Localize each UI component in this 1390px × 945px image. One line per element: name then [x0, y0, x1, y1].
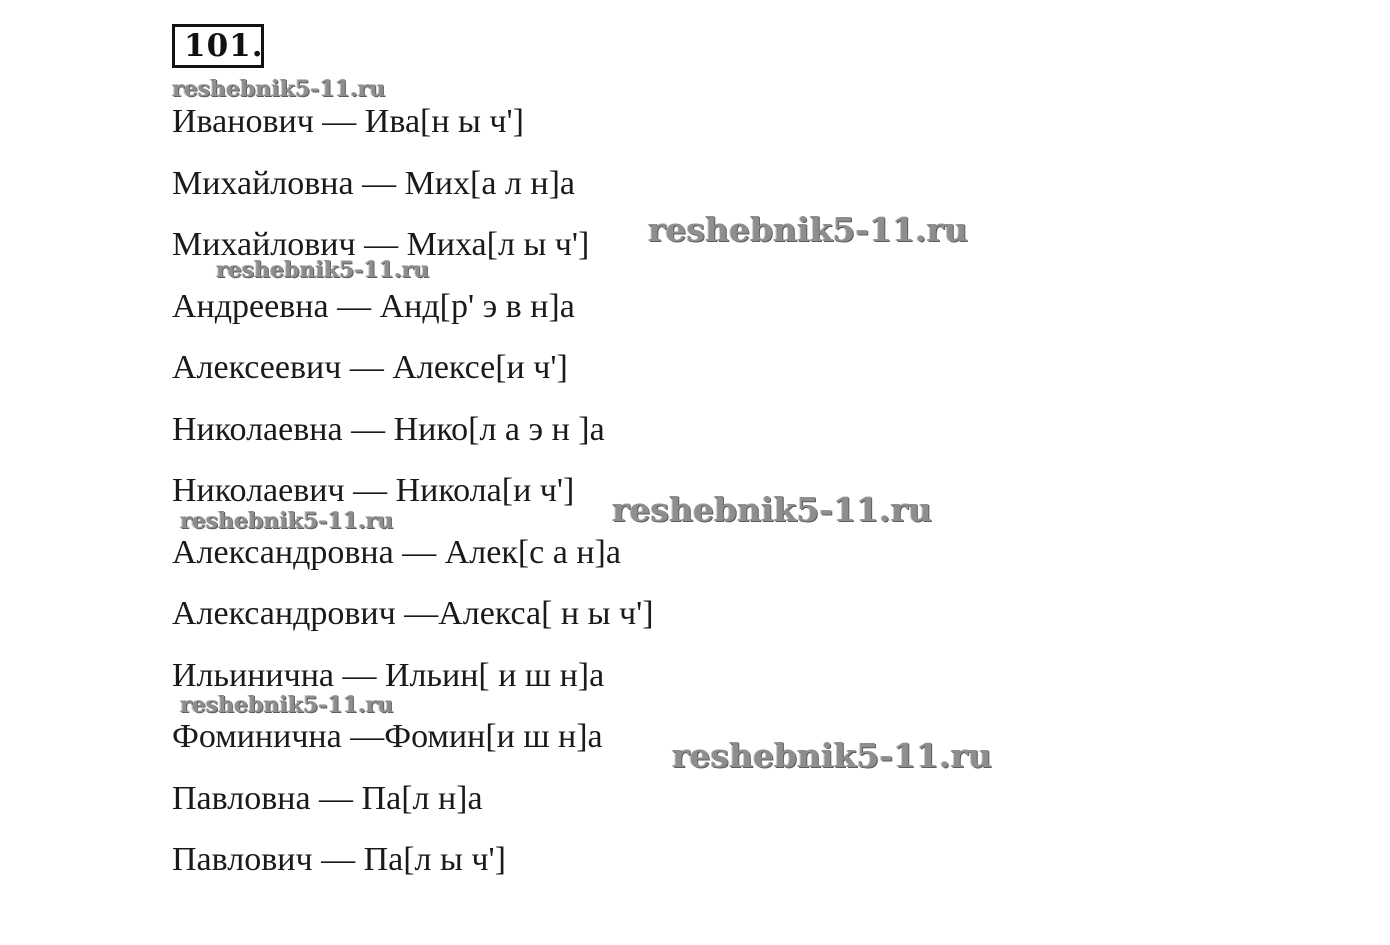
watermark: reshebnik5-11.ru [612, 490, 932, 529]
answer-list [172, 98, 654, 898]
answer-line: Павлович — Па[л ы ч'] [172, 841, 506, 878]
answer-line: Павловна — Па[л н]а [172, 779, 483, 817]
answer-line: Фоминична —Фомин[и ш н]а [172, 718, 603, 755]
answer-line: Ильинична — Ильин[ и ш н]а [172, 656, 605, 694]
watermark: reshebnik5-11.ru [672, 736, 992, 775]
answer-line: Михайлович — Миха[л ы ч'] [172, 226, 590, 263]
answer-line: Александровна — Алек[с а н]а [172, 533, 621, 571]
watermark: reshebnik5-11.ru [216, 257, 430, 283]
answer-line: Иванович — Ива[н ы ч'] [172, 103, 524, 140]
answer-line: Николаевна — Нико[л а э н ]а [172, 410, 605, 448]
watermark: reshebnik5-11.ru [172, 76, 386, 102]
watermark: reshebnik5-11.ru [648, 210, 968, 249]
watermark: reshebnik5-11.ru [180, 692, 394, 718]
answer-line: Михайловна — Мих[а л н]а [172, 164, 575, 202]
answer-line: Андреевна — Анд[р' э в н]а [172, 287, 575, 325]
task-number: 101. [172, 24, 264, 68]
answer-line: Алексеевич — Алексе[и ч'] [172, 349, 568, 386]
answer-line: Александрович —Алекса[ н ы ч'] [172, 595, 654, 632]
watermark: reshebnik5-11.ru [180, 508, 394, 534]
answer-line: Николаевич — Никола[и ч'] [172, 472, 575, 509]
